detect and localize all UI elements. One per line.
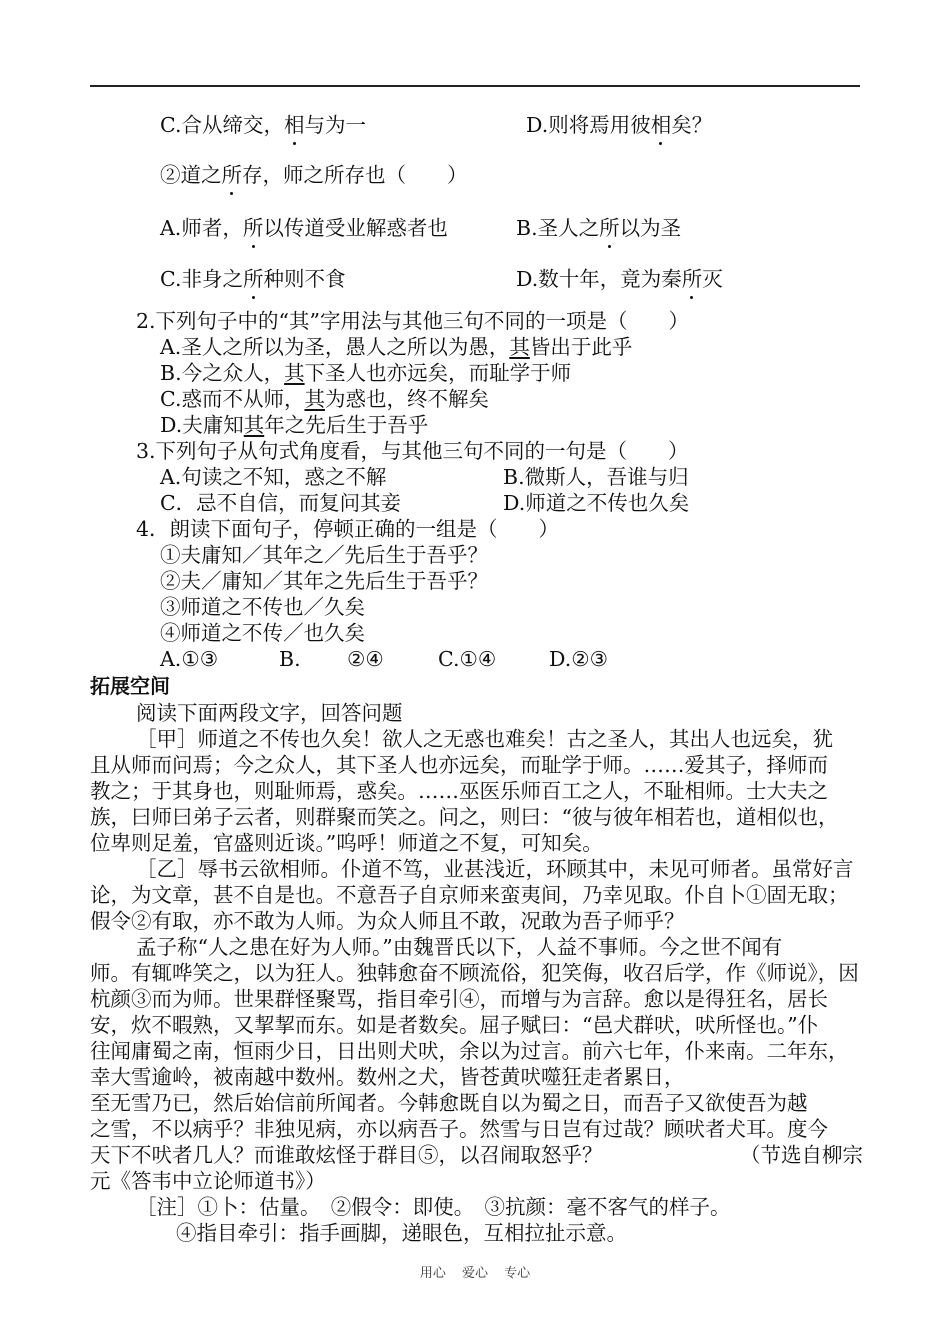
passage-yi-line: 孟子称“人之患在好为人师。”由魏晋氏以下，人益不事师。今之世不闻有: [136, 935, 783, 959]
q2-option-d: D.夫庸知其年之先后生于吾乎: [160, 413, 429, 437]
q1-option-c: C.合从缔交，相与为一: [160, 113, 366, 137]
passage-jia-line: 族，曰师曰弟子云者，则群聚而笑之。问之，则曰：“彼与彼年相若也，道相似也，: [90, 805, 839, 829]
passage-yi-line: 往闻庸蜀之南，恒雨少日，日出则犬吠，余以为过言。前六七年，仆来南。二年东，: [90, 1039, 849, 1063]
source-citation: 元《答韦中立论师道书》）: [90, 1169, 326, 1193]
section-heading: 拓展空间: [90, 674, 170, 698]
reading-instruction: 阅读下面两段文字，回答问题: [136, 701, 403, 725]
passage-yi-line: 之雪，不以病乎？非独见病，亦以病吾子。然雪与日岂有过哉？顾吠者犬耳。度今: [90, 1117, 828, 1141]
passage-yi-line: 安，炊不暇熟，又挈挈而东。如是者数矣。屈子赋曰：“邑犬群吠，吠所怪也。”仆: [90, 1013, 819, 1037]
passage-yi-line: 假令②有取，亦不敢为人师。为众人师且不敢，况敢为吾子师乎？: [90, 909, 685, 933]
passage-yi-line: ［乙］辱书云欲相师。仆道不笃，业甚浅近，环顾其中，未见可师者。虽常好言: [136, 857, 854, 881]
q1-sub2-option-b: B.圣人之所以为圣: [516, 216, 682, 240]
q2-option-a: A.圣人之所以为圣，愚人之所以为愚，其皆出于此乎: [160, 335, 633, 359]
passage-yi-line: 杭颜③而为师。世果群怪聚骂，指目牵引④，而增与为言辞。愈以是得狂名，居长: [90, 987, 828, 1011]
q4-sentence-1: ①夫庸知／其年之／先后生于吾乎？: [160, 543, 488, 567]
passage-jia-line: ［甲］师道之不传也久矣！欲人之无惑也难矣！古之圣人，其出人也远矣，犹: [136, 727, 833, 751]
passage-jia-line: 且从师而问焉；今之众人，其下圣人也亦远矣，而耻学于师。……爱其子，择师而: [90, 753, 828, 777]
q4-sentence-2: ②夫／庸知／其年之先后生于吾乎？: [160, 569, 488, 593]
passage-jia-line: 位卑则足羞，官盛则近谈。”呜呼！师道之不复，可知矣。: [90, 831, 603, 855]
q2-option-c: C.惑而不从师，其为惑也，终不解矣: [160, 387, 489, 411]
q3-option-c: C．忌不自信，而复问其妾: [160, 491, 402, 515]
q2-option-b: B.今之众人，其下圣人也亦远矣，而耻学于师: [160, 361, 572, 385]
q4-option-c: C.①④: [438, 647, 497, 671]
q4-sentence-3: ③师道之不传也／久矣: [160, 595, 365, 619]
passage-yi-line: 天下不吠者几人？而谁敢炫怪于群目⑤，以召闹取怒乎？: [90, 1143, 603, 1167]
passage-jia-line: 教之；于其身也，则耻师焉，惑矣。……巫医乐师百工之人，不耻相师。士大夫之: [90, 779, 828, 803]
notes-line: ［注］①卜：估量。 ②假令：即使。 ③抗颜：毫不客气的样子。: [136, 1195, 731, 1219]
passage-yi-line: 至无雪乃已，然后始信前所闻者。今韩愈既自以为蜀之日，而吾子又欲使吾为越: [90, 1091, 808, 1115]
q3-option-d: D.师道之不传也久矣: [503, 491, 690, 515]
header-rule: [90, 85, 860, 87]
q4-option-d: D.②③: [549, 647, 608, 671]
passage-yi-line: 幸大雪逾岭，被南越中数州。数州之犬，皆苍黄吠噬狂走者累日，: [90, 1065, 685, 1089]
passage-yi-line: 论，为文章，甚不自是也。不意吾子自京师来蛮夷间，乃幸见取。仆自卜①固无取；: [90, 883, 849, 907]
q1-sub2-option-d: D.数十年，竟为秦所灭: [516, 267, 723, 291]
q1-sub2-stem: ②道之所存，师之所存也（ ）: [160, 163, 468, 187]
footer-word: 用心: [419, 1266, 446, 1281]
q1-sub2-option-a: A.师者，所以传道受业解惑者也: [160, 216, 448, 240]
q4-option-b-value: ②④: [347, 647, 384, 671]
q3-stem: 3.下列句子从句式角度看，与其他三句不同的一句是（ ）: [136, 439, 689, 463]
notes-line: ④指目牵引：指手画脚，递眼色，互相拉扯示意。: [176, 1221, 627, 1245]
q1-sub2-option-c: C.非身之所种则不食: [160, 267, 346, 291]
source-citation: （节选自柳宗: [740, 1143, 863, 1167]
q3-option-a: A.句读之不知，惑之不解: [160, 465, 387, 489]
page-footer: [0, 1262, 950, 1281]
q4-option-a: A.①③: [160, 647, 219, 671]
passage-yi-line: 师。有辄哗笑之，以为狂人。独韩愈奋不顾流俗，犯笑侮，收召后学，作《师说》，因: [90, 961, 859, 985]
q4-option-b: B.: [279, 647, 301, 671]
q3-option-b: B.微斯人，吾谁与归: [503, 465, 689, 489]
footer-word: 专心: [504, 1266, 531, 1281]
q4-stem: 4．朗读下面句子，停顿正确的一组是（ ）: [136, 517, 560, 541]
q2-stem: 2.下列句子中的“其”字用法与其他三句不同的一项是（ ）: [136, 309, 690, 333]
q4-sentence-4: ④师道之不传／也久矣: [160, 621, 365, 645]
footer-word: 爱心: [461, 1266, 488, 1281]
q1-option-d: D.则将焉用彼相矣？: [526, 113, 713, 137]
